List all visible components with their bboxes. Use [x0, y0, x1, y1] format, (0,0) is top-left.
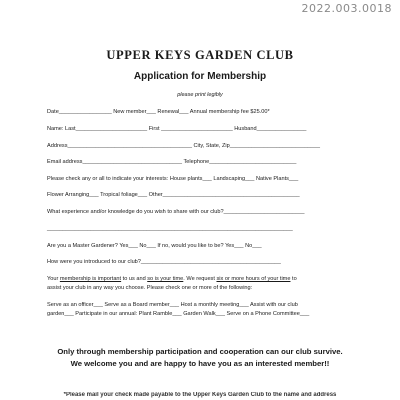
introduced-line: How were you introduced to our club?_____________________________________________ [47, 259, 281, 265]
master-gardener-line: Are you a Master Gardener? Yes___ No___ If no, would you like to be? Yes___ No___ [47, 243, 262, 249]
time-request-text-4: to [290, 276, 297, 282]
club-name-heading: UPPER KEYS GARDEN CLUB [106, 48, 294, 62]
print-note: please print legibly [177, 92, 223, 98]
serve-options-line-1: Serve as an officer___ Serve as a Board member___ Host a monthly meeting___ Assist with our club [47, 302, 298, 308]
email-telephone-line: Email address________________________________ Telephone____________________________ [47, 159, 297, 165]
interests-line-2: Flower Arranging___ Tropical foliage___ Other____________________________________________ [47, 192, 300, 198]
form-title: Application for Membership [133, 71, 267, 82]
six-hours-text: six or more hours of your time [216, 276, 291, 282]
time-request-text-3: . We request [183, 276, 217, 282]
time-request-text-1: Your [47, 276, 60, 282]
closing-statement-1: Only through membership participation and cooperation can our club survive. [57, 347, 343, 356]
accession-number: 2022.003.0018 [301, 2, 392, 15]
experience-blank-line: _______________________________________________________________________________ [47, 226, 293, 232]
experience-line: What experience and/or knowledge do you wish to share with our club?__________________________ [47, 209, 305, 215]
mailing-instructions: *Please mail your check made payable to the Upper Keys Garden Club to the name and address [63, 392, 337, 398]
membership-important-text: membership is important [59, 276, 122, 282]
closing-statement-2: We welcome you and are happy to have you as an interested member!! [70, 359, 330, 368]
time-request-line [47, 276, 367, 283]
assist-line: assist your club in any way you choose. Please check one or more of the following: [47, 285, 253, 291]
interests-line: Please check any or all to indicate your interests: House plants___ Landscaping___ Native Plants___ [47, 176, 299, 182]
your-time-text: so is your time [147, 276, 184, 282]
date-membership-line: Date_________________ New member___ Renewal___ Annual membership fee $25.00* [47, 109, 270, 115]
serve-options-line-2: garden___ Participate in our annual: Plant Ramble___ Garden Walk___ Serve on a Phone Committee___ [47, 311, 310, 317]
address-line: Address________________________________________ City, State, Zip_____________________________ [47, 143, 320, 149]
time-request-text-2: to us and [121, 276, 148, 282]
name-line: Name: Last_______________________ First _______________________ Husband________________ [47, 126, 307, 132]
